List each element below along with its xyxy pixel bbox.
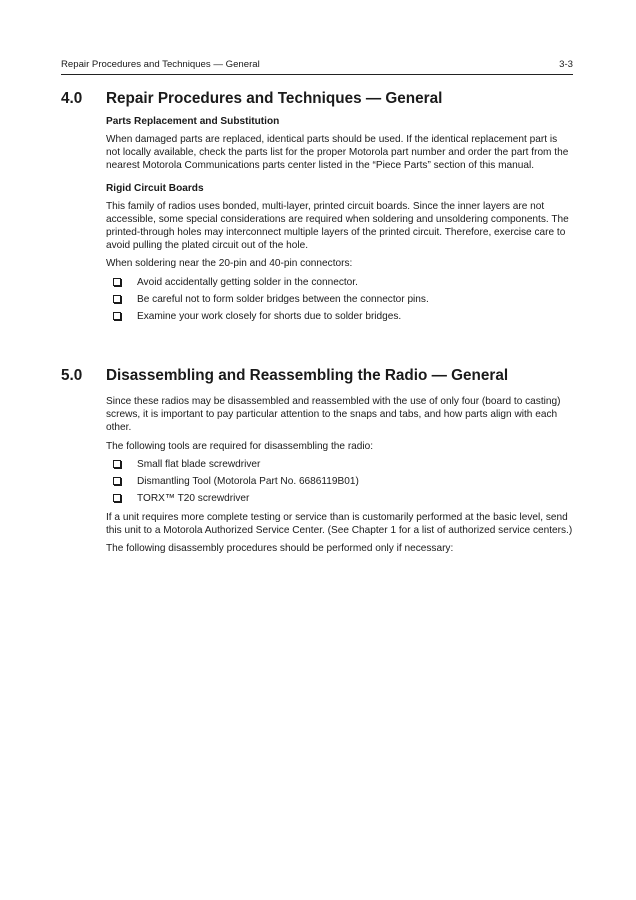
section-4-title: Repair Procedures and Techniques — General: [106, 90, 443, 107]
section-5-number: 5.0: [61, 367, 83, 384]
section-4-heading: [61, 89, 573, 108]
checkbox-bullet-icon: [113, 494, 121, 502]
list-item: Be careful not to form solder bridges between the connector pins.: [106, 293, 573, 306]
checkbox-bullet-icon: [113, 460, 121, 468]
tools-list: [106, 458, 573, 505]
rigid-circuit-boards-paragraph: This family of radios uses bonded, multi-layer, printed circuit boards. Since the inner layers are not accessible, some special considerations are required when soldering and unsoldering components. The printed-through holes may interconnect multiple layers of the printed circuit. Therefore, exercise care to avoid pulling the plated circuit out of the hole.: [106, 200, 569, 252]
list-item: Dismantling Tool (Motorola Part No. 6686119B01): [106, 475, 573, 488]
section-4-body: [106, 115, 573, 323]
parts-replacement-paragraph: When damaged parts are replaced, identical parts should be used. If the identical replacement part is not locally available, check the parts list for the proper Motorola part number and order the part from the nearest Motorola Communications parts center listed in the “Piece Parts” section of this manual.: [106, 134, 569, 172]
list-item: Small flat blade screwdriver: [106, 458, 573, 471]
section-4-number: 4.0: [61, 90, 83, 107]
disassembly-procedures-intro: The following disassembly procedures should be performed only if necessary:: [106, 543, 454, 555]
list-item: TORX™ T20 screwdriver: [106, 492, 573, 505]
rigid-circuit-boards-heading: Rigid Circuit Boards: [106, 182, 204, 194]
service-center-paragraph: If a unit requires more complete testing or service than is customarily performed at the basic level, send this unit to a Motorola Authorized Service Center. (See Chapter 1 for a list of authorized service centers.): [106, 511, 573, 537]
section-5-body: [106, 395, 573, 555]
checkbox-bullet-icon: [113, 477, 121, 485]
soldering-intro: When soldering near the 20-pin and 40-pin connectors:: [106, 258, 353, 270]
section-5: [61, 366, 573, 560]
soldering-list: [106, 276, 573, 323]
section-4: [61, 89, 573, 329]
checkbox-bullet-icon: [113, 278, 121, 286]
checkbox-bullet-icon: [113, 295, 121, 303]
disassembly-intro-paragraph: Since these radios may be disassembled and reassembled with the use of only four (board to casting) screws, it is important to pay particular attention to the snaps and tabs, and how parts align with each other.: [106, 396, 561, 434]
checkbox-bullet-icon: [113, 312, 121, 320]
tools-intro: The following tools are required for disassembling the radio:: [106, 440, 374, 452]
parts-replacement-heading: Parts Replacement and Substitution: [106, 116, 280, 127]
list-item: Examine your work closely for shorts due to solder bridges.: [106, 310, 573, 323]
page-number: 3-3: [559, 59, 573, 70]
list-item: Avoid accidentally getting solder in the connector.: [106, 276, 573, 289]
running-header: [61, 59, 573, 73]
header-rule: [61, 74, 573, 75]
section-5-heading: [61, 366, 573, 385]
section-5-title: Disassembling and Reassembling the Radio — General: [106, 367, 509, 384]
header-title: Repair Procedures and Techniques — General: [61, 59, 260, 70]
